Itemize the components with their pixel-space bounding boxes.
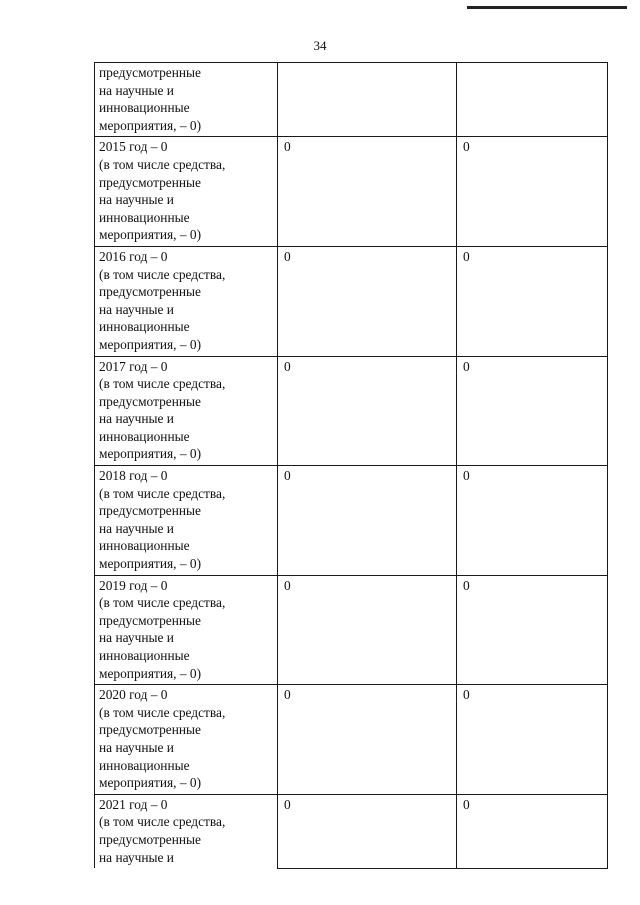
description-cell — [95, 575, 278, 685]
value-cell-2: 0 — [457, 137, 608, 247]
table-row-2020 — [95, 685, 608, 795]
value-cell-1: 0 — [278, 794, 457, 868]
top-rule — [467, 6, 627, 9]
description-line: мероприятия, – 0) — [99, 446, 202, 462]
table-row-2016 — [95, 246, 608, 356]
description-line: предусмотренные — [99, 503, 201, 519]
description-cell — [95, 685, 278, 795]
table-row-continued — [95, 63, 608, 137]
description-cell — [95, 246, 278, 356]
value-cell-2 — [457, 63, 608, 137]
year-line: 2017 год – 0 — [99, 358, 168, 374]
description-line: мероприятия, – 0) — [99, 227, 202, 243]
description-line: предусмотренные — [99, 174, 201, 190]
value-cell-2: 0 — [457, 466, 608, 576]
value-cell-1: 0 — [278, 246, 457, 356]
description-cell — [95, 466, 278, 576]
description-line: мероприятия, – 0) — [99, 336, 202, 352]
description-line: инновационные — [99, 209, 190, 225]
value-cell-2: 0 — [457, 685, 608, 795]
description-line: (в том числе средства, — [99, 485, 226, 501]
description-line: предусмотренные — [99, 722, 201, 738]
table-row-2018 — [95, 466, 608, 576]
description-line: (в том числе средства, — [99, 156, 226, 172]
description-line: на научные и — [99, 520, 174, 536]
description-line: (в том числе средства, — [99, 814, 226, 830]
description-line: предусмотренные — [99, 612, 201, 628]
description-line: (в том числе средства, — [99, 595, 226, 611]
value-cell-1: 0 — [278, 685, 457, 795]
description-line: инновационные — [99, 428, 190, 444]
year-line: 2020 год – 0 — [99, 687, 168, 703]
value-cell-1: 0 — [278, 575, 457, 685]
description-line: (в том числе средства, — [99, 376, 226, 392]
table-row-2015 — [95, 137, 608, 247]
funding-table — [94, 62, 608, 869]
table-row-2021 — [95, 794, 608, 868]
description-line: предусмотренные — [99, 393, 201, 409]
description-line: предусмотренные — [99, 831, 201, 847]
page-number: 34 — [313, 38, 327, 53]
description-line: на научные и — [99, 849, 174, 865]
description-line: мероприятия, – 0) — [99, 665, 202, 681]
value-cell-2: 0 — [457, 575, 608, 685]
year-line: 2021 год – 0 — [99, 796, 168, 812]
value-cell-2: 0 — [457, 794, 608, 868]
year-line: 2018 год – 0 — [99, 468, 168, 484]
table-row-2019 — [95, 575, 608, 685]
description-line: на научные и — [99, 82, 174, 98]
value-cell-1 — [278, 63, 457, 137]
description-line: мероприятия, – 0) — [99, 775, 202, 791]
description-cell — [95, 356, 278, 466]
description-line: инновационные — [99, 100, 190, 116]
description-line: на научные и — [99, 192, 174, 208]
year-line: 2016 год – 0 — [99, 248, 168, 264]
value-cell-1: 0 — [278, 356, 457, 466]
description-line: на научные и — [99, 630, 174, 646]
description-line: мероприятия, – 0) — [99, 117, 202, 133]
description-cell — [95, 63, 278, 137]
description-line: предусмотренные — [99, 65, 201, 80]
description-line: инновационные — [99, 648, 190, 663]
description-cell — [95, 794, 278, 868]
year-line: 2015 год – 0 — [99, 139, 168, 155]
description-line: на научные и — [99, 411, 174, 427]
description-line: (в том числе средства, — [99, 704, 226, 720]
description-line: мероприятия, – 0) — [99, 556, 202, 572]
description-line: предусмотренные — [99, 284, 201, 300]
table-row-2017 — [95, 356, 608, 466]
description-line: инновационные — [99, 538, 190, 554]
value-cell-2: 0 — [457, 246, 608, 356]
description-line: инновационные — [99, 319, 190, 335]
description-line: на научные и — [99, 301, 174, 317]
description-line: на научные и — [99, 739, 174, 755]
description-line: инновационные — [99, 757, 190, 773]
value-cell-1: 0 — [278, 137, 457, 247]
value-cell-1: 0 — [278, 466, 457, 576]
description-line: (в том числе средства, — [99, 266, 226, 282]
value-cell-2: 0 — [457, 356, 608, 466]
year-line: 2019 год – 0 — [99, 577, 168, 593]
description-cell — [95, 137, 278, 247]
